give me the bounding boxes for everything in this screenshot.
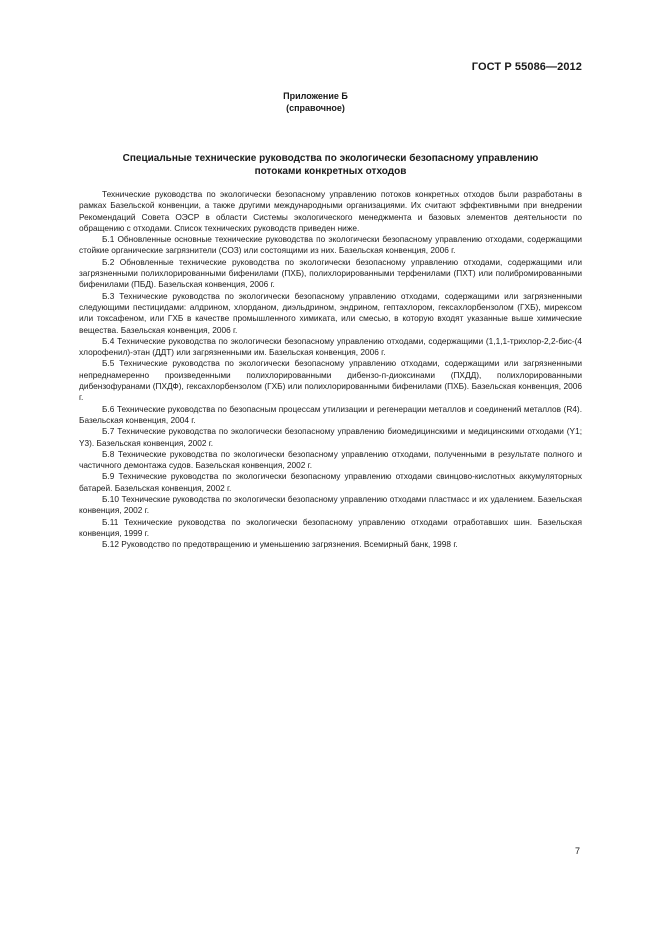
- list-item-b12: Б.12 Руководство по предотвращению и уменьшению загрязнения. Всемирный банк, 1998 г.: [102, 539, 458, 550]
- list-item-b4: Б.4 Технические руководства по экологически безопасному управлению отходами, содержащими (1,1,1-трихлор-2,2-бис-(4 хлорофенил)-этан (ДДТ) или загрязненными им. Базельская конвенция, 2006 г.: [79, 335, 582, 358]
- intro-paragraph: Технические руководства по экологически безопасному управлению потоков конкретных отходов были разработаны в рамках Базельской конвенции, а также другими международными организациями. Их считают эффективными при внедрении Рекомендаций Совета ОЭСР в области Системы экологического менеджмента и базовых элементов деятельности по обращению с отходами. Список технических руководств приведен ниже.: [79, 189, 582, 233]
- list-item-b2: Б.2 Обновленные технические руководства по экологически безопасному управлению отходами, содержащими или загрязненными полихлорированными бифенилами (ПХБ), полихлорированными терфенилами (ПХТ) или полибромированными бифенилами (ПБД). Базельская конвенция, 2006 г.: [79, 256, 582, 290]
- list-item-b8: Б.8 Технические руководства по экологически безопасному управлению отходами, полученными в результате полного и частичного демонтажа судов. Базельская конвенция, 2002 г.: [79, 448, 582, 471]
- page-number: 7: [575, 846, 581, 856]
- list-item-b5: Б.5 Технические руководства по экологически безопасному управлению отходами, содержащими или загрязненными непреднамеренно произведенными полихлорированными дибензо-п-диоксинами (ПХДД), полихлорированными дибензофуранами (ПХДФ), гексахлорбензолом (ГХБ) или полихлорированными бифенилами (ПХБ). Базельская конвенция, 2006 г.: [79, 358, 582, 403]
- section-title-line-2: потоками конкретных отходов: [254, 166, 407, 177]
- list-item-b11: Б.11 Технические руководства по экологически безопасному управлению отходами отработавших шин. Базельская конвенция, 1999 г.: [79, 516, 582, 538]
- list-item-b6: Б.6 Технические руководства по безопасным процессам утилизации и регенерации металлов и соединений металлов (R4). Базельская конвенция, 2004 г.: [79, 403, 582, 425]
- document-code: ГОСТ Р 55086—2012: [471, 61, 582, 73]
- list-item-b7: Б.7 Технические руководства по экологически безопасному управлению биомедицинскими и медицинскими отходами (Y1; Y3). Базельская конвенция, 2002 г.: [79, 426, 582, 448]
- list-item-b9: Б.9 Технические руководства по экологически безопасному управлению отходами свинцово-кислотных аккумуляторных батарей. Базельская конвенция, 2002 г.: [79, 471, 582, 493]
- list-item-b3: Б.3 Технические руководства по экологически безопасному управлению отходами, содержащими или загрязненными следующими пестицидами: алдрином, хлорданом, диэльдрином, эндрином, гептахлором, гексахлорбензолом (ГХБ), мирексом или токсафеном, или ГХБ в качестве промышленного химиката, или смесью, в которую входят указанные выше химические вещества. Базельская конвенция, 2006 г.: [79, 290, 582, 335]
- appendix-heading: [0, 90, 631, 114]
- section-title: [80, 152, 581, 178]
- appendix-subtitle: (справочное): [286, 103, 345, 113]
- list-item-b1: Б.1 Обновленные основные технические руководства по экологически безопасному управлению отходами, содержащими стойкие органические загрязнители (СОЗ) или состоящими из них. Базельская конвенция, 2006 г.: [79, 234, 582, 256]
- appendix-title: Приложение Б: [283, 91, 348, 101]
- body-text: [79, 189, 582, 551]
- section-title-line-1: Специальные технические руководства по экологически безопасному управлению: [122, 153, 539, 164]
- list-item-b10: Б.10 Технические руководства по экологически безопасному управлению отходами пластмасс и их удалением. Базельская конвенция, 2002 г.: [79, 494, 582, 516]
